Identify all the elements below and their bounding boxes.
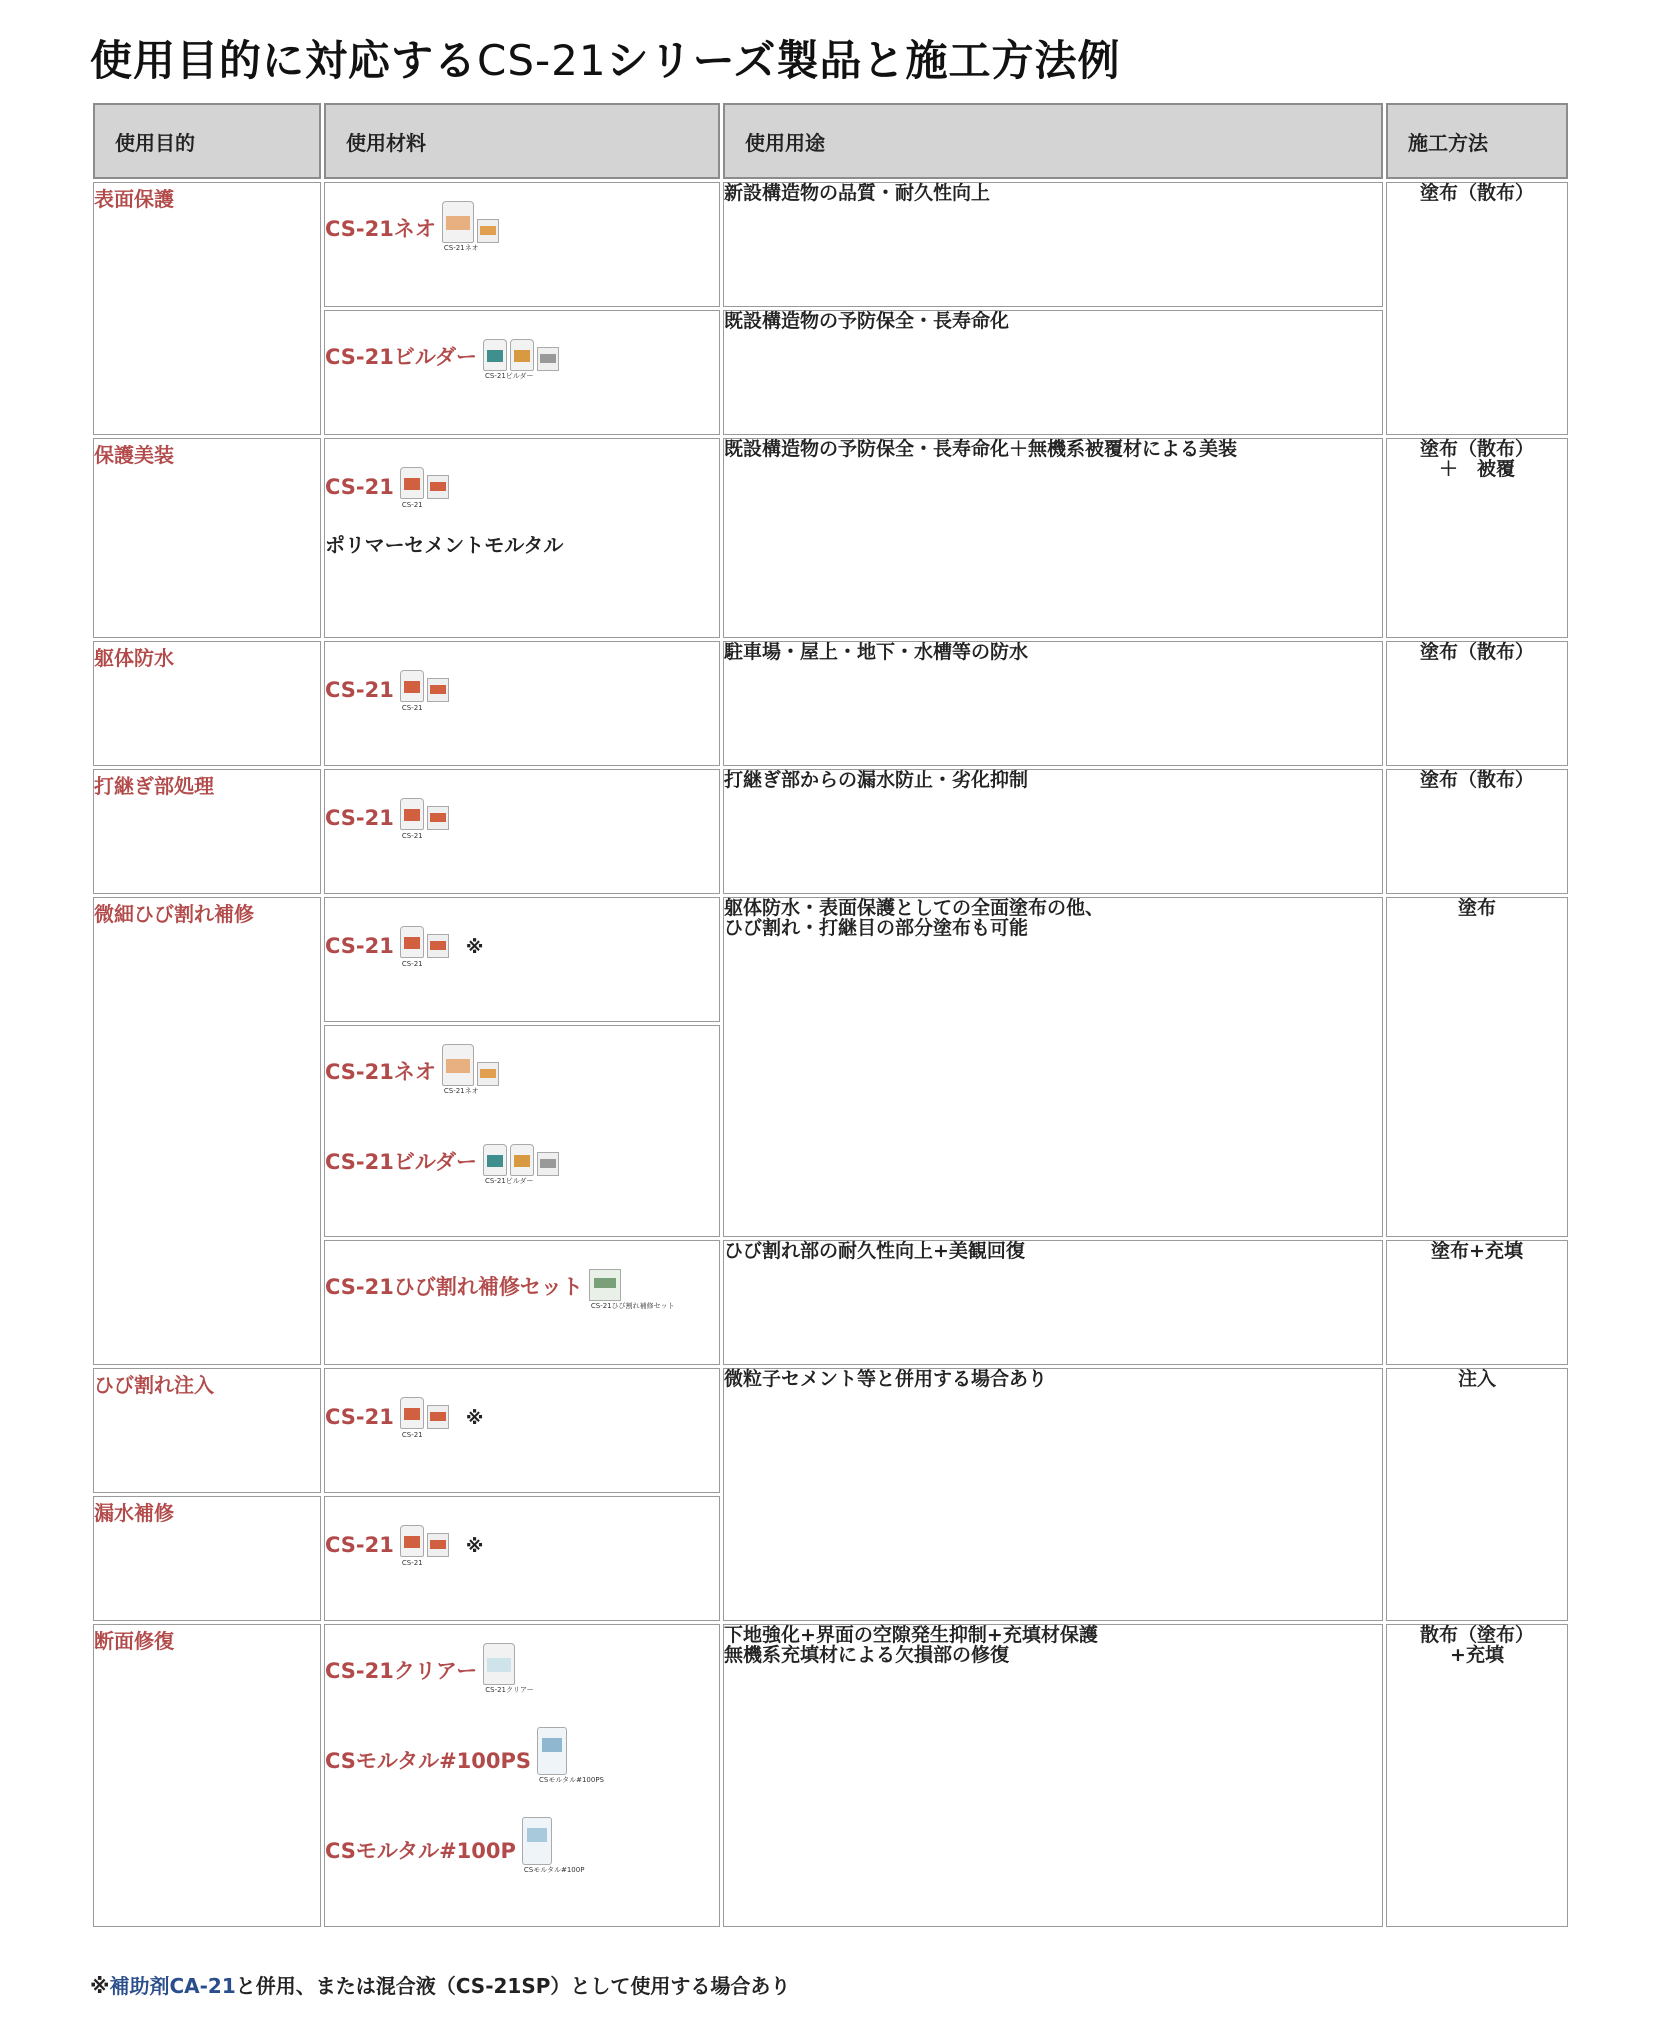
material-cell (324, 1025, 720, 1237)
method-cell: 散布（塗布） +充填 (1386, 1624, 1568, 1927)
material-name: CS-21ネオ (325, 1060, 436, 1084)
usage-cell: 新設構造物の品質・耐久性向上 (723, 182, 1383, 307)
material-name: CS-21ひび割れ補修セット (325, 1275, 583, 1299)
header-material: 使用材料 (324, 103, 720, 179)
material-cell (324, 182, 720, 307)
footnote: ※補助剤CA-21と併用、または混合液（CS-21SP）として使用する場合あり (90, 1974, 791, 1998)
usage-cell: 下地強化+界面の空隙発生抑制+充填材保護 無機系充填材による欠損部の修復 (723, 1624, 1383, 1927)
table-row (93, 1368, 1568, 1493)
product-image: CS-21 (400, 646, 452, 702)
material-name: CSモルタル#100P (325, 1839, 516, 1863)
usage-cell: 打継ぎ部からの漏水防止・劣化抑制 (723, 769, 1383, 894)
material-cell (324, 769, 720, 894)
material-cell (324, 1368, 720, 1493)
note-mark: ※ (465, 1408, 484, 1429)
product-image: CS-21 (400, 1373, 452, 1429)
method-cell: 塗布（散布） (1386, 182, 1568, 435)
product-image: CS-21ネオ (442, 187, 502, 243)
material-name: CS-21ビルダー (325, 345, 478, 369)
material-cell (324, 1624, 720, 1927)
material-name: CS-21 (325, 806, 394, 830)
purpose-cell: 漏水補修 (93, 1496, 321, 1621)
material-name: CS-21 (325, 678, 394, 702)
method-cell: 注入 (1386, 1368, 1568, 1621)
material-polymer-mortar: ポリマーセメントモルタル (325, 533, 564, 557)
table-row (93, 438, 1568, 638)
table-row (93, 641, 1568, 766)
usage-cell: 微粒子セメント等と併用する場合あり (723, 1368, 1383, 1621)
usage-cell: 駐車場・屋上・地下・水槽等の防水 (723, 641, 1383, 766)
material-name: CS-21 (325, 934, 394, 958)
product-image: CSモルタル#100P (522, 1809, 552, 1865)
method-cell: 塗布+充填 (1386, 1240, 1568, 1365)
product-image: CS-21ビルダー (483, 315, 562, 371)
usage-cell: 既設構造物の予防保全・長寿命化 (723, 310, 1383, 435)
material-cell (324, 641, 720, 766)
material-name: CS-21クリアー (325, 1659, 478, 1683)
purpose-cell: 保護美装 (93, 438, 321, 638)
method-cell: 塗布（散布） (1386, 641, 1568, 766)
product-image: CS-21 (400, 443, 452, 499)
material-name: CS-21 (325, 1533, 394, 1557)
purpose-cell: ひび割れ注入 (93, 1368, 321, 1493)
note-mark: ※ (465, 937, 484, 958)
table-header-row (93, 103, 1568, 179)
product-image: CS-21クリアー (483, 1629, 518, 1685)
method-cell: 塗布（散布） ＋ 被覆 (1386, 438, 1568, 638)
purpose-cell: 断面修復 (93, 1624, 321, 1927)
material-name: CS-21ネオ (325, 217, 436, 241)
material-cell (324, 438, 720, 638)
material-name: CSモルタル#100PS (325, 1749, 532, 1773)
table-row (93, 1624, 1568, 1927)
method-cell: 塗布 (1386, 897, 1568, 1237)
product-table (90, 100, 1571, 1930)
product-image: CS-21ひび割れ補修セット (589, 1245, 621, 1301)
material-name: CS-21 (325, 475, 394, 499)
material-cell (324, 897, 720, 1022)
purpose-cell: 微細ひび割れ補修 (93, 897, 321, 1365)
method-cell: 塗布（散布） (1386, 769, 1568, 894)
product-image: CS-21 (400, 774, 452, 830)
note-mark: ※ (465, 1536, 484, 1557)
table-row (93, 769, 1568, 894)
material-cell (324, 310, 720, 435)
header-method: 施工方法 (1386, 103, 1568, 179)
material-name: CS-21 (325, 1405, 394, 1429)
purpose-cell: 躯体防水 (93, 641, 321, 766)
product-image: CS-21 (400, 902, 452, 958)
material-cell (324, 1496, 720, 1621)
header-purpose: 使用目的 (93, 103, 321, 179)
table-row (93, 182, 1568, 307)
product-image: CS-21 (400, 1501, 452, 1557)
product-image: CS-21ネオ (442, 1030, 502, 1086)
header-usage: 使用用途 (723, 103, 1383, 179)
product-image: CSモルタル#100PS (537, 1719, 567, 1775)
material-name: CS-21ビルダー (325, 1150, 478, 1174)
product-image: CS-21ビルダー (483, 1120, 562, 1176)
purpose-cell: 表面保護 (93, 182, 321, 435)
purpose-cell: 打継ぎ部処理 (93, 769, 321, 894)
table-row (93, 897, 1568, 1022)
usage-cell: 既設構造物の予防保全・長寿命化＋無機系被覆材による美装 (723, 438, 1383, 638)
material-cell (324, 1240, 720, 1365)
usage-cell: ひび割れ部の耐久性向上+美観回復 (723, 1240, 1383, 1365)
page-title: 使用目的に対応するCS-21シリーズ製品と施工方法例 (90, 36, 1121, 85)
usage-cell: 躯体防水・表面保護としての全面塗布の他、 ひび割れ・打継目の部分塗布も可能 (723, 897, 1383, 1237)
